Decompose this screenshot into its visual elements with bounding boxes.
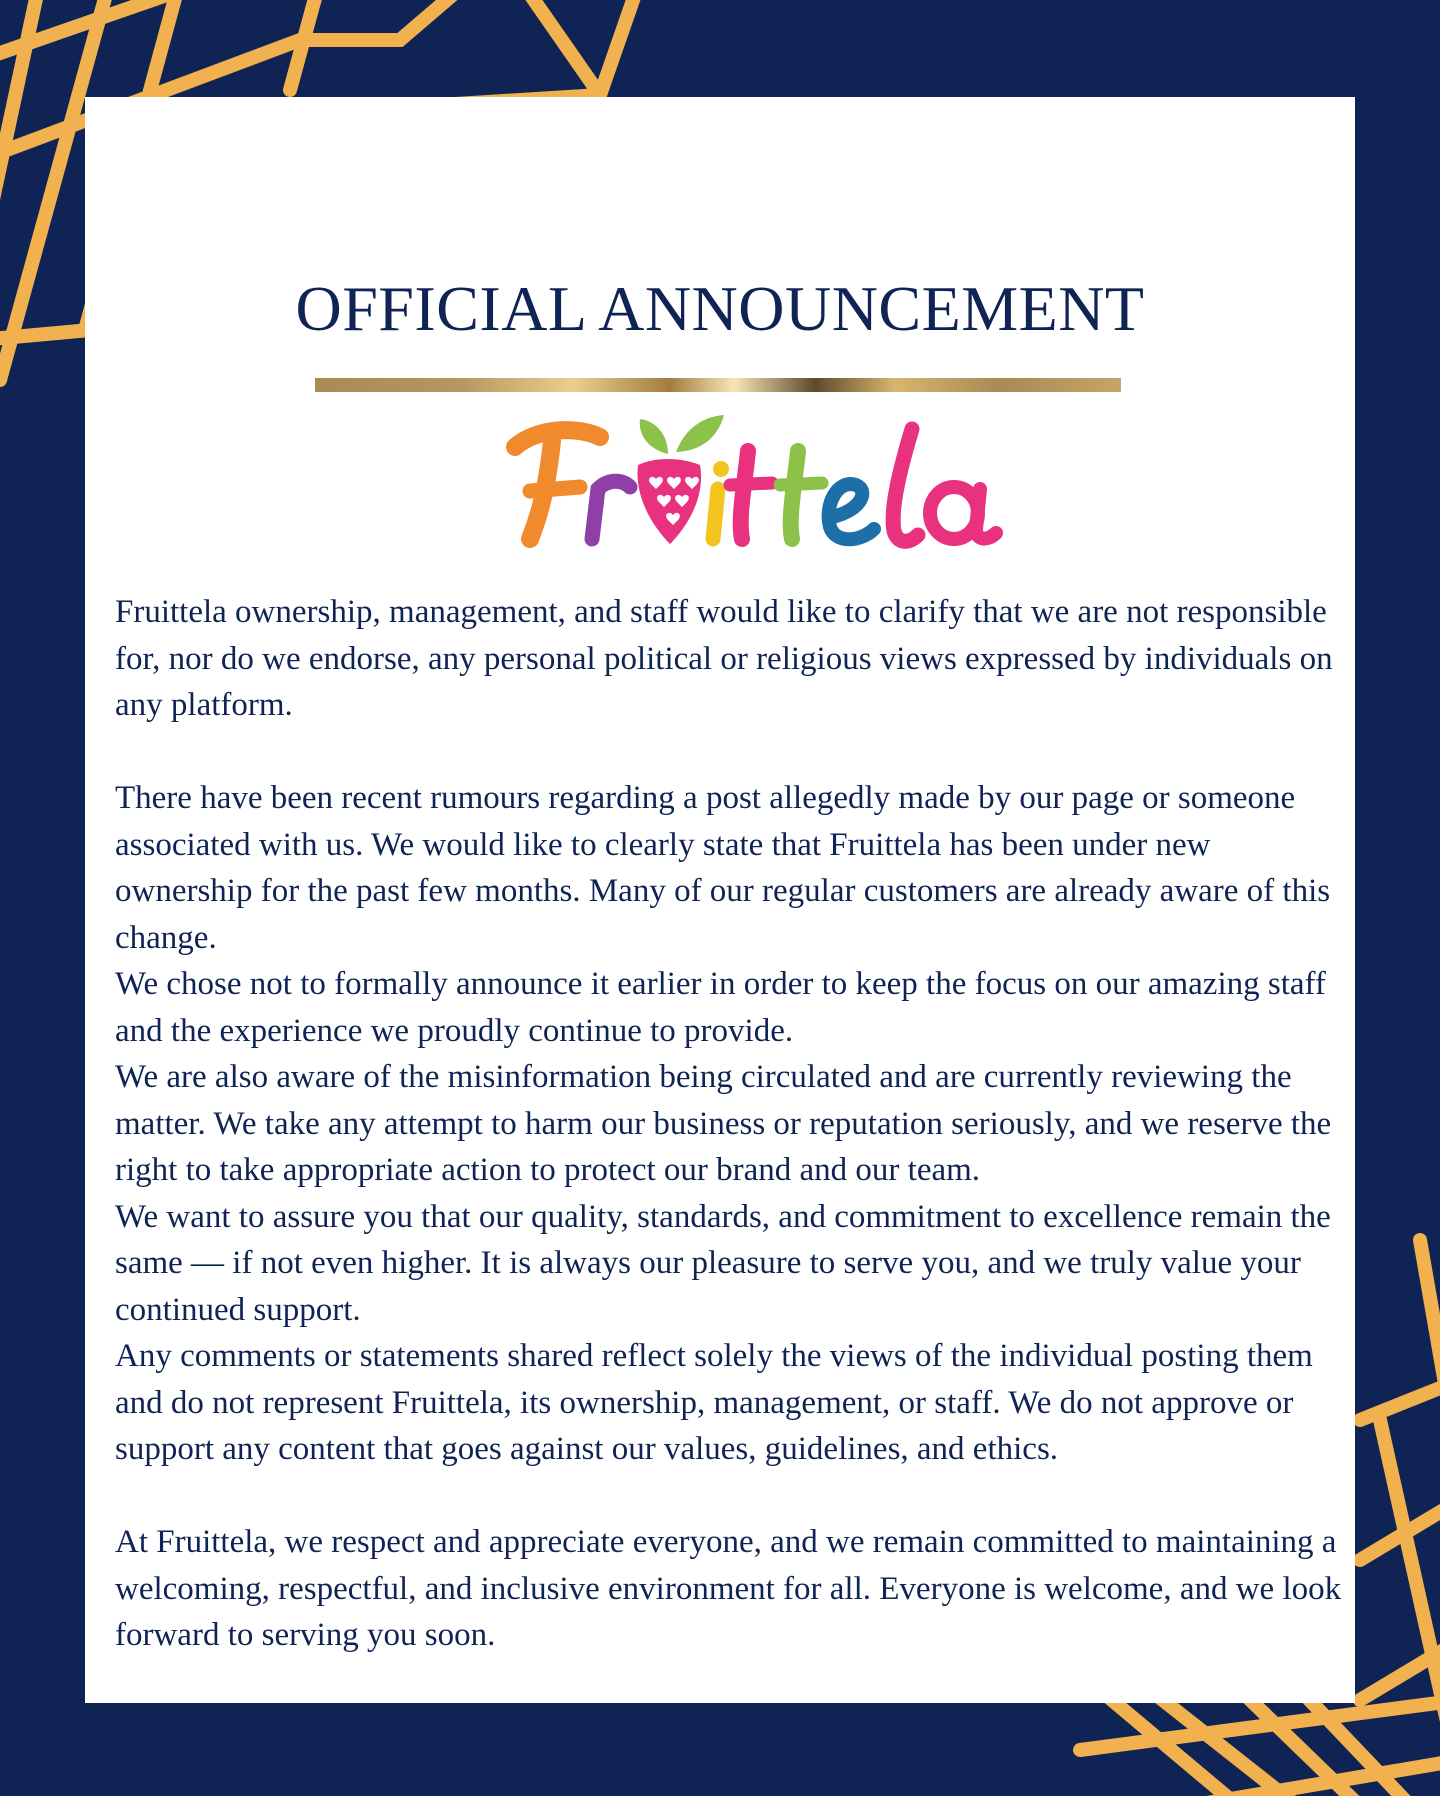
paragraph-spacer <box>115 1473 1345 1520</box>
paragraph-announcement: We chose not to formally announce it earlier in order to keep the focus on our amazing staff and the experience we proudly continue to provide. <box>115 966 1326 1049</box>
announcement-body <box>115 589 1345 1659</box>
paragraph-views: Any comments or statements shared reflect solely the views of the individual posting them and do not represent Fruittela, its ownership, management, or staff. We do not approve or support any content that goes against our values, guidelines, and ethics. <box>115 1338 1313 1467</box>
paragraph-spacer <box>115 729 1345 776</box>
paragraph-closing: At Fruittela, we respect and appreciate everyone, and we remain committed to maintaining a welcoming, respectful, and inclusive environment for all. Everyone is welcome, and we look forward to serving you soon. <box>115 1524 1342 1653</box>
paragraph-disclaimer: Fruittela ownership, management, and staff would like to clarify that we are not responsible for, nor do we endorse, any personal political or religious views expressed by individuals on any platform. <box>115 594 1333 723</box>
paragraph-quality: We want to assure you that our quality, standards, and commitment to excellence remain the same — if not even higher. It is always our pleasure to serve you, and we truly value your continued support. <box>115 1198 1331 1328</box>
paragraph-rumours: There have been recent rumours regarding a post allegedly made by our page or someone associated with us. We would like to clearly state that Fruittela has been under new ownership for the past few months. Many of our regular customers are already aware of this change. <box>115 780 1331 956</box>
announcement-title: OFFICIAL ANNOUNCEMENT <box>295 273 1145 344</box>
fruittela-logo <box>480 399 1060 559</box>
paragraph-misinformation: We are also aware of the misinformation being circulated and are currently reviewing the matter. We take any attempt to harm our business or reputation seriously, and we reserve the right to take appropriate action to protect our brand and our team. <box>115 1059 1332 1188</box>
gold-divider <box>315 378 1121 392</box>
announcement-card <box>85 97 1355 1703</box>
